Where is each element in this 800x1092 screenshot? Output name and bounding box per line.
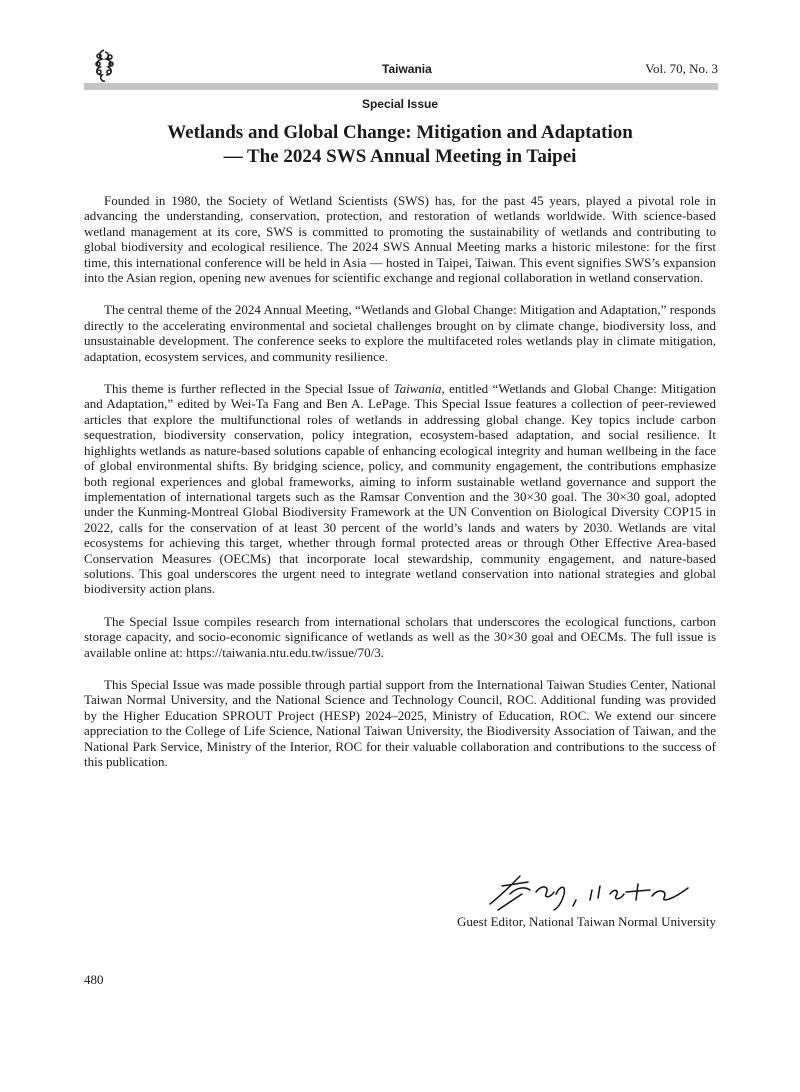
paragraph-3-lead: This theme is further reflected in the Special Issue of [104, 381, 394, 397]
article-body [84, 193, 716, 786]
paragraph-3-rest: , entitled “Wetlands and Global Change: Mitigation and Adaptation,” edited by Wei-Ta Fang and Ben A. LePage. This Special Issue features a collection of peer-reviewed articles that explore the multifunctional roles of wetlands in addressing global change. Key topics include carbon sequestration, biodiversity conservation, policy integration, ecosystem-based adaptation, and social resilience. It highlights wetlands as nature-based solutions capable of enhancing ecological integrity and human wellbeing in the face of global environmental shifts. By bridging science, policy, and community engagement, the contributions emphasize both regional experiences and global frameworks, aiming to inform sustainable wetland governance and support the implementation of international targets such as the Ramsar Convention and the 30×30 goal. The 30×30 goal, adopted under the Kunming-Montreal Global Biodiversity Framework at the UN Convention on Biological Diversity COP15 in 2022, calls for the conservation of at least 30 percent of the world’s lands and waters by 2030. Wetlands are vital ecosystems for achieving this target, whether through formal protected areas or through Other Effective Area-based Conservation Measures (OECMs) that incorporate local stewardship, community engagement, and nature-based solutions. This goal underscores the urgent need to integrate wetland conservation into national strategies and global biodiversity action plans. [84, 381, 716, 597]
paragraph-2: The central theme of the 2024 Annual Meeting, “Wetlands and Global Change: Mitigation and Adaptation,” responds directly to the accelerating environmental and societal challenges brought on by climate change, biodiversity loss, and unsustainable development. The conference seeks to explore the multifaceted roles wetlands play in climate mitigation, adaptation, ecosystem services, and community resilience. [84, 302, 716, 364]
paragraph-1: Founded in 1980, the Society of Wetland Scientists (SWS) has, for the past 45 years, played a pivotal role in advancing the understanding, conservation, protection, and restoration of wetlands worldwide. With science-based wetland management at its core, SWS is committed to promoting the sustainability of wetlands and contributing to global biodiversity and ecological resilience. The 2024 SWS Annual Meeting marks a historic milestone: for the first time, this international conference will be held in Asia — hosted in Taipei, Taiwan. This event signifies SWS’s expansion into the Asian region, opening new avenues for scientific exchange and regional collaboration in wetland conservation. [84, 193, 716, 286]
journal-name: Taiwania [382, 62, 432, 76]
section-label: Special Issue [361, 97, 439, 111]
handwritten-signature [480, 864, 720, 914]
paragraph-5: This Special Issue was made possible through partial support from the International Taiwan Studies Center, National Taiwan Normal University, and the National Science and Technology Council, ROC. Additional funding was provided by the Higher Education SPROUT Project (HESP) 2024–2025, Ministry of Education, ROC. We extend our sincere appreciation to the College of Life Science, National Taiwan University, the Biodiversity Association of Taiwan, and the National Park Service, Ministry of the Interior, ROC for their valuable collaboration and contributions to the success of this publication. [84, 676, 716, 769]
volume-issue: Vol. 70, No. 3 [645, 61, 718, 76]
title-line-1: Wetlands and Global Change: Mitigation and Adaptation [167, 122, 633, 143]
paragraph-4: The Special Issue compiles research from international scholars that underscores the ecological functions, carbon storage capacity, and socio-economic significance of wetlands as well as the 30×30 goal and OECMs. The full issue is available online at: https://taiwania.ntu.edu.tw/issue/70/3. [84, 613, 716, 660]
header-rule [84, 83, 718, 90]
guest-editor-affiliation: Guest Editor, National Taiwan Normal University [457, 914, 716, 929]
title-line-2: — The 2024 SWS Annual Meeting in Taipei [223, 146, 577, 167]
journal-logo-icon [90, 48, 118, 84]
page-number: 480 [84, 972, 104, 987]
article-title [0, 121, 800, 169]
journal-name-italic: Taiwania [393, 381, 442, 397]
paragraph-3 [84, 381, 716, 597]
